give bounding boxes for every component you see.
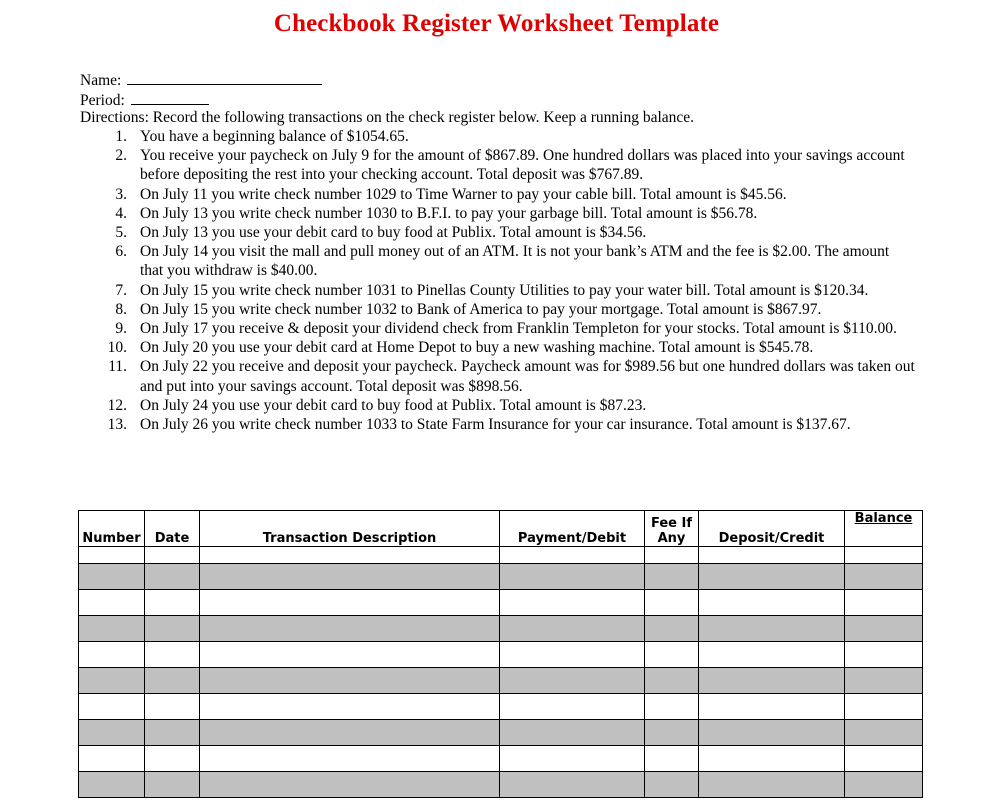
register-body <box>79 547 923 798</box>
column-header-number: Number <box>79 511 145 547</box>
period-blank[interactable] <box>131 89 209 105</box>
register-header-row <box>79 511 923 547</box>
column-header-description: Transaction Description <box>200 511 500 547</box>
item-text: On July 17 you receive & deposit your dividend check from Franklin Templeton for your stocks. Total amount is $110.00. <box>140 320 897 338</box>
item-number: 7. <box>115 281 127 299</box>
item-number: 10. <box>107 339 127 357</box>
table-row <box>79 694 923 720</box>
period-row <box>80 89 694 109</box>
list-item <box>100 223 920 242</box>
item-text: On July 11 you write check number 1029 to Time Warner to pay your cable bill. Total amount is $45.56. <box>140 185 787 203</box>
item-text: On July 15 you write check number 1031 to Pinellas County Utilities to pay your water bill. Total amount is $120.34. <box>140 281 869 299</box>
item-text: You receive your paycheck on July 9 for the amount of $867.89. One hundred dollars was placed into your savings account before depositing the rest into your checking account. Total deposit was $767.89. <box>140 147 905 184</box>
student-info <box>80 69 694 128</box>
item-number: 13. <box>107 416 127 434</box>
name-row <box>80 69 694 89</box>
name-blank[interactable] <box>127 69 322 85</box>
table-row <box>79 590 923 616</box>
item-number: 2. <box>115 147 127 165</box>
list-item <box>100 396 920 415</box>
page-title: Checkbook Register Worksheet Template <box>273 10 720 37</box>
list-item <box>100 338 920 357</box>
item-text: On July 15 you write check number 1032 to Bank of America to pay your mortgage. Total amount is $867.97. <box>140 300 822 318</box>
item-number: 6. <box>115 243 127 261</box>
name-label: Name: <box>80 72 122 89</box>
balance-label: Balance <box>854 511 913 526</box>
table-row <box>79 772 923 798</box>
table-row <box>79 616 923 642</box>
item-text: On July 13 you use your debit card to buy food at Publix. Total amount is $34.56. <box>140 224 647 242</box>
item-number: 8. <box>115 300 127 318</box>
column-header-balance <box>845 511 923 547</box>
item-number: 3. <box>115 185 127 203</box>
list-item <box>100 357 920 395</box>
list-item <box>100 415 920 434</box>
table-row <box>79 746 923 772</box>
item-number: 11. <box>108 358 127 376</box>
column-header-payment: Payment/Debit <box>500 511 645 547</box>
item-text: On July 24 you use your debit card to buy food at Publix. Total amount is $87.23. <box>140 396 647 414</box>
item-text: On July 14 you visit the mall and pull money out of an ATM. It is not your bank’s ATM and the fee is $2.00. The amount that you withdraw is $40.00. <box>140 243 890 280</box>
column-header-fee: Fee If Any <box>645 511 699 547</box>
list-item <box>100 242 920 280</box>
list-item <box>100 127 920 146</box>
item-text: On July 22 you receive and deposit your paycheck. Paycheck amount was for $989.56 but one hundred dollars was taken out and put into your savings account. Total deposit was $898.56. <box>140 358 915 395</box>
item-number: 5. <box>115 224 127 242</box>
period-label: Period: <box>80 91 125 109</box>
item-text: On July 13 you write check number 1030 to B.F.I. to pay your garbage bill. Total amount is $56.78. <box>140 204 758 222</box>
list-item <box>100 281 920 300</box>
item-text: On July 26 you write check number 1033 to State Farm Insurance for your car insurance. Total amount is $137.67. <box>140 416 851 434</box>
table-row <box>79 668 923 694</box>
transaction-list <box>100 127 920 434</box>
item-text: On July 20 you use your debit card at Home Depot to buy a new washing machine. Total amount is $545.78. <box>140 339 814 357</box>
list-item <box>100 185 920 204</box>
column-header-deposit: Deposit/Credit <box>699 511 845 547</box>
list-item <box>100 204 920 223</box>
list-item <box>100 300 920 319</box>
list-item <box>100 319 920 338</box>
item-number: 1. <box>115 128 127 145</box>
item-number: 9. <box>115 320 127 338</box>
table-row <box>79 642 923 668</box>
item-text: You have a beginning balance of $1054.65. <box>140 128 409 145</box>
table-row <box>79 564 923 590</box>
item-number: 4. <box>115 204 127 222</box>
item-number: 12. <box>107 396 127 414</box>
column-header-date: Date <box>145 511 200 547</box>
table-row <box>79 547 923 564</box>
list-item <box>100 146 920 184</box>
table-row <box>79 720 923 746</box>
directions: Directions: Record the following transactions on the check register below. Keep a running balance. <box>80 109 695 126</box>
check-register-table <box>78 510 923 798</box>
